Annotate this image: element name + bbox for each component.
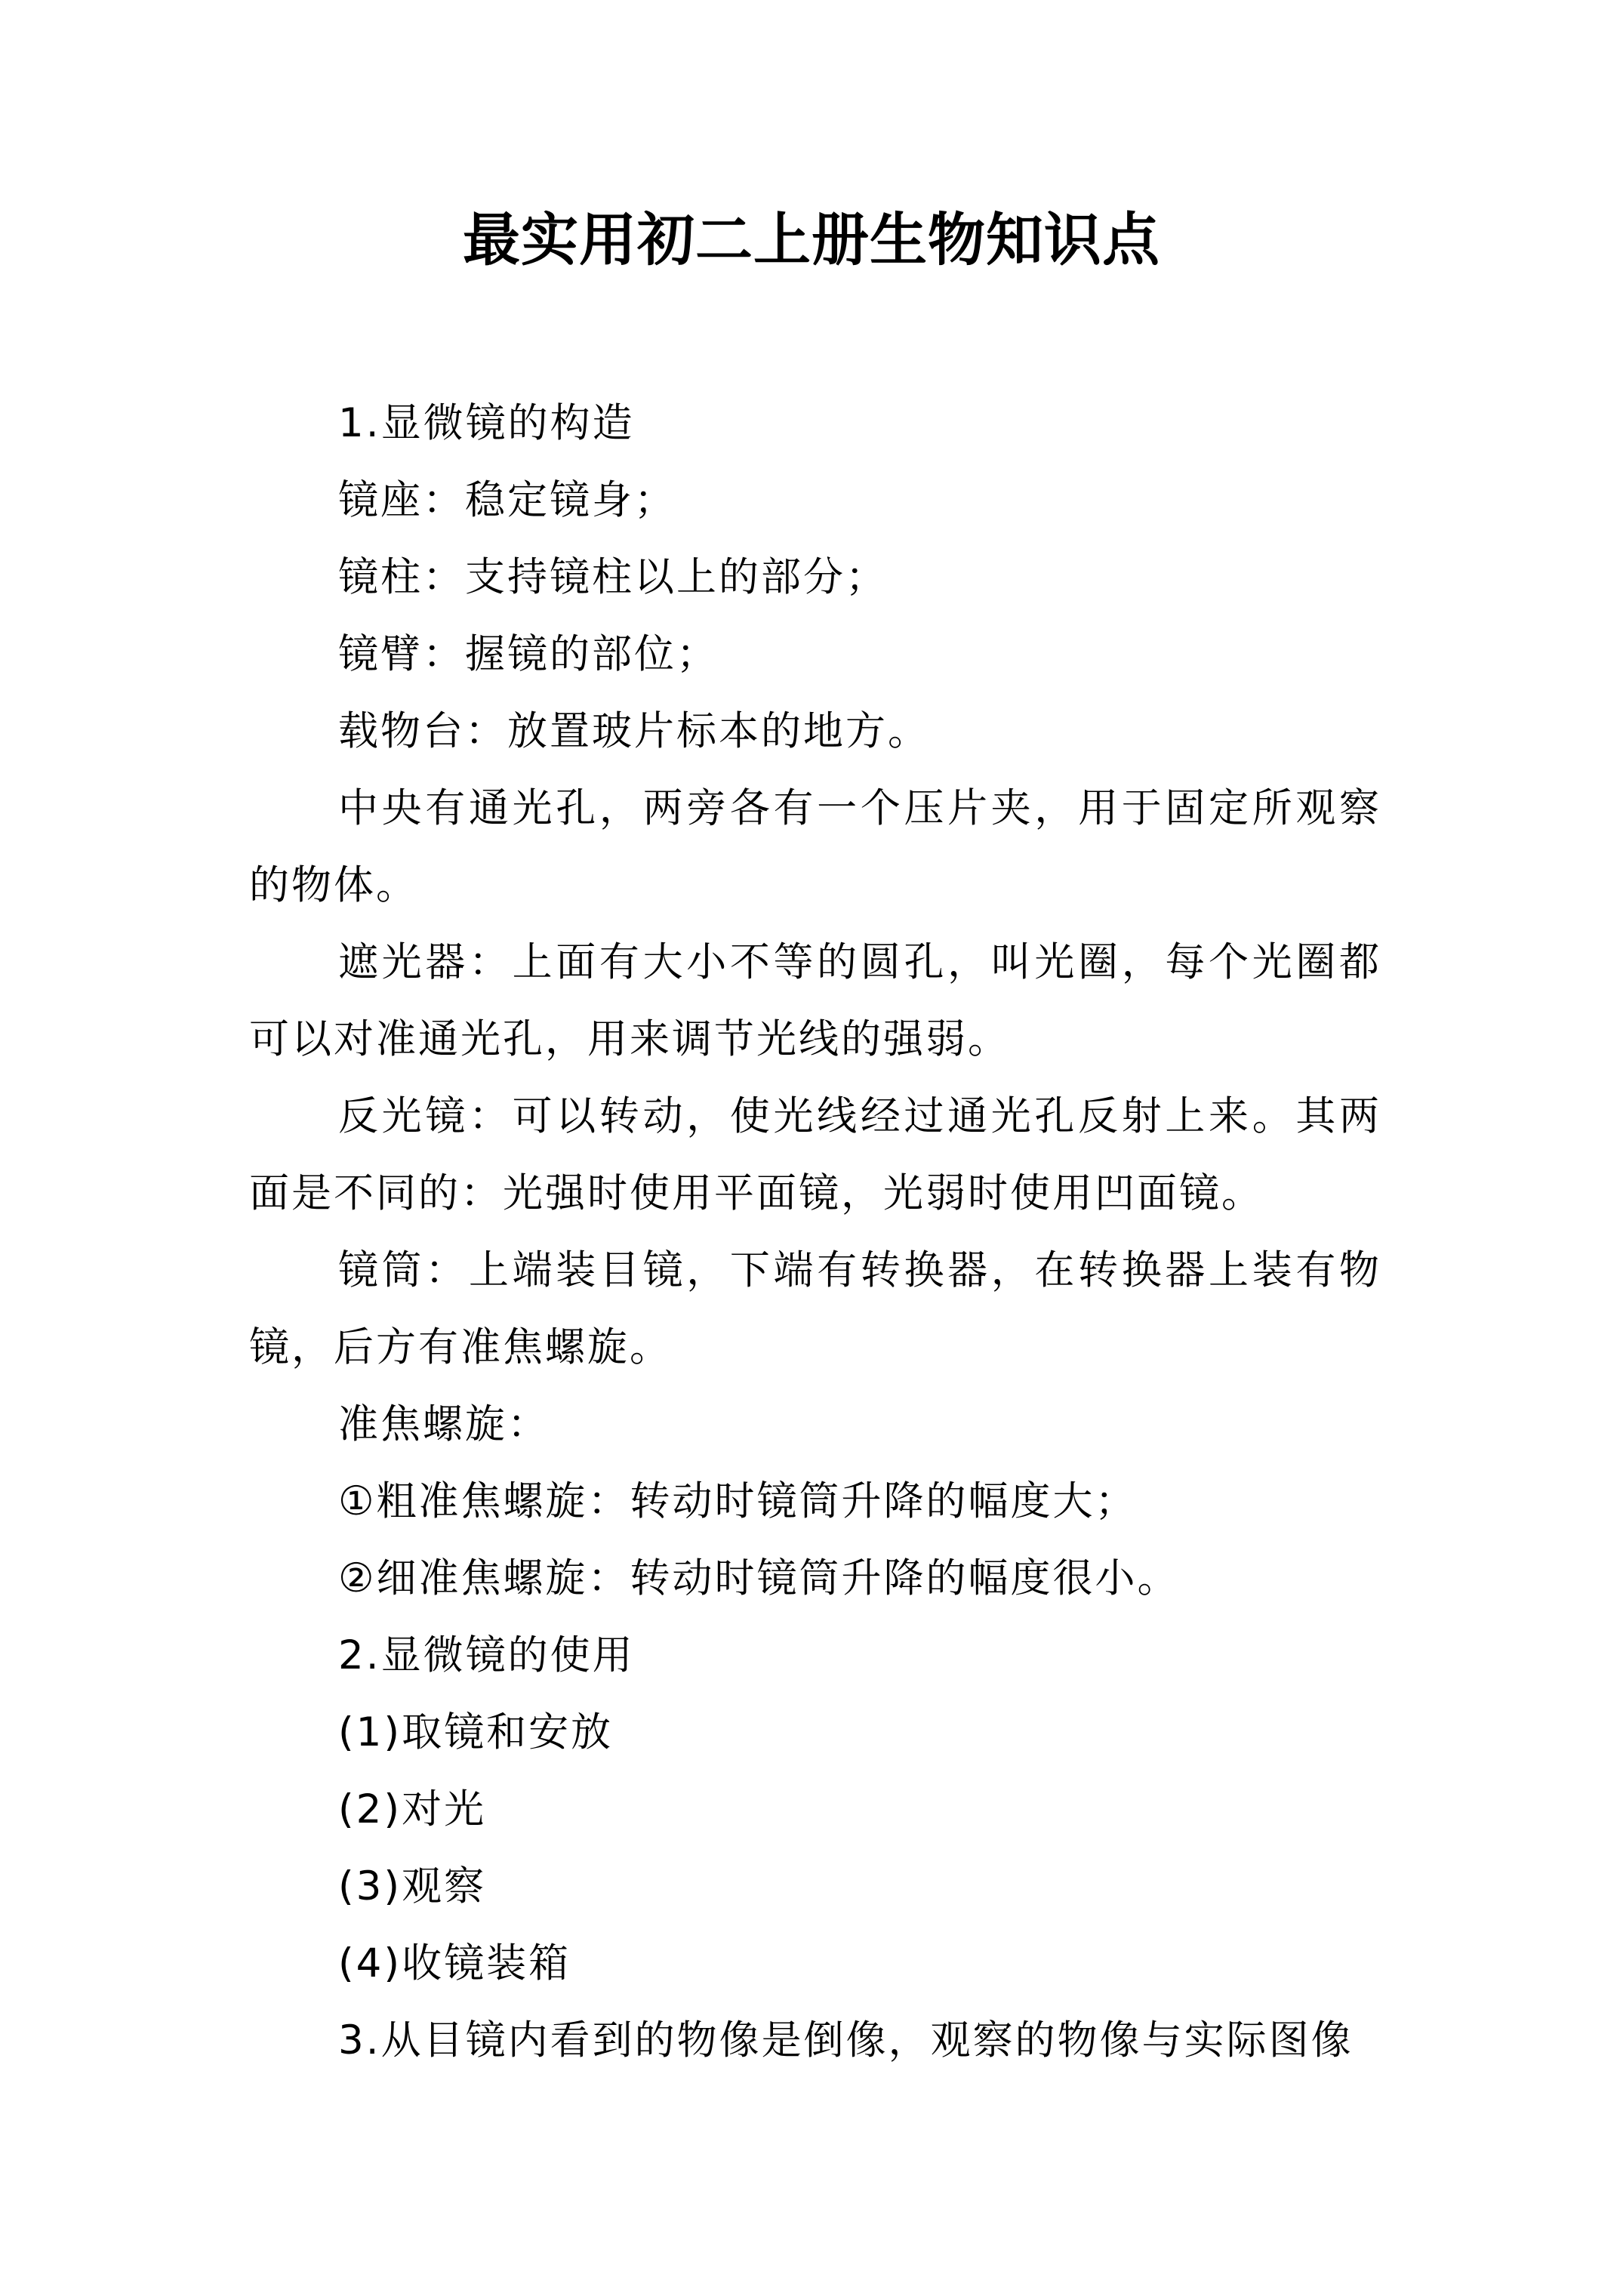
paragraph-focus-knob: 准焦螺旋： (338, 1401, 550, 1447)
paragraph-fine-focus: ②细准焦螺旋：转动时镜筒升降的幅度很小。 (338, 1555, 1180, 1601)
list-item-step-2: (2)对光 (338, 1786, 487, 1832)
paragraph-light-hole: 中央有通光孔，两旁各有一个压片夹，用于固定所观察的物体。 (249, 785, 1381, 908)
paragraph-diaphragm: 遮光器：上面有大小不等的圆孔，叫光圈，每个光圈都可以对准通光孔，用来调节光线的强弱。 (249, 939, 1381, 1062)
document-body (249, 385, 1381, 2079)
heading-microscope-structure: 1.显微镜的构造 (338, 400, 635, 446)
list-item-step-1: (1)取镜和安放 (338, 1709, 614, 1755)
paragraph-tube: 镜筒：上端装目镜，下端有转换器，在转换器上装有物镜，后方有准焦螺旋。 (249, 1247, 1381, 1370)
paragraph-stage: 载物台：放置玻片标本的地方。 (338, 708, 930, 754)
document-title: 最实用初二上册生物知识点 (463, 206, 1160, 273)
paragraph-reflector: 反光镜：可以转动，使光线经过通光孔反射上来。其两面是不同的：光强时使用平面镜，光弱时使用凹面镜。 (249, 1093, 1381, 1216)
paragraph-coarse-focus: ①粗准焦螺旋：转动时镜筒升降的幅度大； (338, 1478, 1138, 1524)
heading-microscope-use: 2.显微镜的使用 (338, 1632, 635, 1678)
list-item-step-3: (3)观察 (338, 1863, 487, 1909)
list-item-step-4: (4)收镜装箱 (338, 1940, 571, 1986)
paragraph-mirror-arm: 镜臂：握镜的部位； (338, 631, 719, 677)
paragraph-mirror-base: 镜座：稳定镜身； (338, 477, 676, 523)
paragraph-inverted-image: 3.从目镜内看到的物像是倒像，观察的物像与实际图像 (338, 2017, 1354, 2063)
paragraph-mirror-pillar: 镜柱：支持镜柱以上的部分； (338, 554, 888, 600)
